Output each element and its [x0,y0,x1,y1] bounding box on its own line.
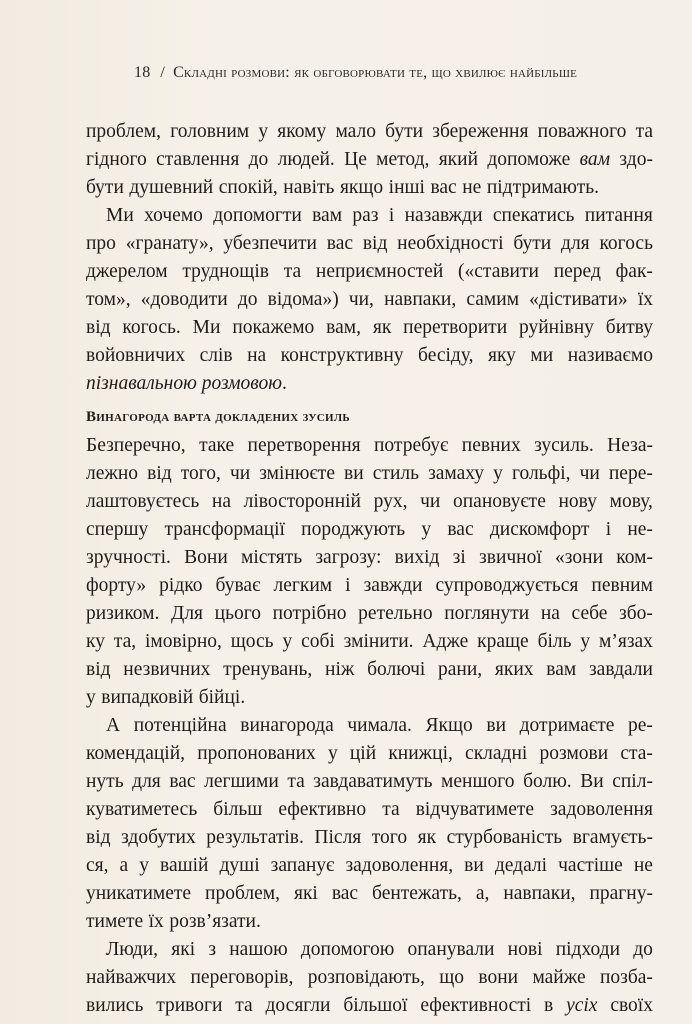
word: які [171,939,196,960]
word: стиль [372,463,420,484]
word: Неза- [607,435,653,456]
text-line [86,824,653,852]
word: «зони [555,547,604,568]
text-line [86,656,653,684]
word: не [462,177,482,198]
word: конструктивну [280,345,404,366]
word: нуть [86,771,124,792]
word: потрібно [272,603,347,624]
word: якщо [339,177,384,198]
word: проблем, [205,883,281,904]
text-line [86,118,653,146]
paragraph [86,202,653,398]
word: змінити. [343,631,414,652]
word: куватиметесь [86,799,198,820]
word: ви [344,463,364,484]
word: навіть [283,177,335,198]
word: відома») [267,289,339,310]
text-line [86,936,653,964]
word: Безперечно, [86,435,186,456]
word: поглянути [444,603,530,624]
paragraph [86,936,653,1020]
word: від [147,463,172,484]
word: вас [169,771,196,792]
word: того, [180,463,221,484]
word: проблем, [86,121,161,142]
word: труднощів [182,261,269,282]
word: людей. [277,149,335,170]
word: інші [388,177,425,198]
word: ніж [325,659,355,680]
word: і [388,205,395,226]
word: у [282,631,293,652]
word: не- [627,519,653,540]
word: книжці, [388,743,453,764]
text-line [86,516,653,544]
word: які [293,883,318,904]
word: опановуєте [453,491,546,512]
text-run: . [281,373,287,394]
word: рух, [373,491,408,512]
word: «доводити [140,289,228,310]
word: душі [219,855,260,876]
word: бесіду, [418,345,474,366]
word: у [327,743,338,764]
word: джерелом [86,261,168,282]
word: спекатись [492,205,575,226]
running-head [134,64,654,82]
text-line [86,908,653,936]
word: відчуватимете [415,799,535,820]
word: лівосторонній [243,491,361,512]
word: Ви [580,771,604,792]
word: до [237,289,258,310]
word: меншого [441,771,515,792]
word: когось [599,233,653,254]
word: та [382,799,400,820]
word: своїх [610,995,653,1016]
word: результатів. [206,827,304,848]
word: у [493,463,503,484]
word: бути [385,121,424,142]
emphasized-text: пізнавальною розмовою [86,373,282,394]
word: ре- [628,715,653,736]
word: тренувань, [223,659,313,680]
word: спершу [86,519,149,540]
word: допомогти [213,205,302,226]
word: нові [507,939,543,960]
word: і [605,519,612,540]
word: винагорода [240,715,334,736]
word: легшими [204,771,279,792]
word: спокій, [218,177,278,198]
word: та [235,995,253,1016]
word: вони [478,967,519,988]
word: на [247,345,267,366]
word: войовничих [86,345,186,366]
word: мову, [609,491,653,512]
text-line [86,572,653,600]
word: яких [494,659,534,680]
word: убезпечити [223,233,317,254]
word: досягли [265,995,331,1016]
word: ста- [620,743,653,764]
word: потребує [374,435,449,456]
word: збо- [619,603,653,624]
word: майже [532,967,586,988]
word: підтримають. [486,177,599,198]
text-line [86,146,653,174]
word: щось [230,631,274,652]
word: нашою [229,939,288,960]
word: стурбованість [446,827,563,848]
word: рани, [438,659,483,680]
text-line [86,992,653,1020]
word: на [211,491,232,512]
text-line [86,964,653,992]
word: ставлення [156,149,240,170]
word: перед [553,261,601,282]
word: краще [477,631,529,652]
word: цього [214,603,261,624]
word: певним [591,575,653,596]
running-head-title: Складні розмови: як обговорювати те, що хвилює найбільше [173,64,578,81]
word: собі [301,631,335,652]
text-line [86,740,653,768]
word: від [86,317,111,338]
word: збереження [432,121,529,142]
word: Ми [106,205,134,226]
word: Після [314,827,362,848]
word: замаху [428,463,485,484]
word: для [561,233,590,254]
word: трансформації [164,519,285,540]
page-number: 18 [134,64,151,81]
word: розмови [539,743,609,764]
text-line [86,286,653,314]
word: завжди [363,575,423,596]
word: необхідності [397,233,504,254]
paragraph [86,118,653,202]
word: фак- [615,261,653,282]
word: самим [466,289,520,310]
word: зручності. [86,547,171,568]
word: для [132,771,161,792]
word: більш [213,799,263,820]
word: чимала. [347,715,412,736]
word: Вони [184,547,228,568]
word: містять [241,547,303,568]
word: у [258,121,269,142]
word: з [208,939,217,960]
paragraph [86,712,653,936]
word: Якщо [425,715,473,736]
word: їх [637,289,653,310]
word: вас [447,519,474,540]
word: «гранату», [125,233,214,254]
word: Це [344,149,367,170]
word: допоможе [487,149,571,170]
word: чи, [348,289,374,310]
word: покажемо [232,317,315,338]
word: випадковій [101,687,194,708]
text-line [86,258,653,286]
word: ви [464,855,484,876]
word: складні [465,743,528,764]
word: незвичних [123,659,211,680]
word: перетворення [247,435,361,456]
word: форту» [86,575,147,596]
text-line [86,852,653,880]
word: руйнівну [519,317,594,338]
word: у [580,631,591,652]
word: породжують [301,519,406,540]
text-line [86,796,653,824]
word: ефективно [278,799,367,820]
word: А [106,715,121,736]
word: ви [486,715,507,736]
word: комендацій, [86,743,186,764]
text-line [86,544,653,572]
word: уникатимете [86,883,192,904]
word: спіл- [612,771,653,792]
word: «дістивати» [529,289,628,310]
word: звичної [479,547,542,568]
text-line [86,202,653,230]
word: як [372,317,392,338]
word: позба- [599,967,653,988]
word: імовірно, [144,631,222,652]
section-heading: Винагорода варта докладених зусиль [86,409,350,425]
paragraph [86,432,653,712]
word: рідко [159,575,203,596]
word: вас [326,233,354,254]
word: головним [170,121,250,142]
word: потенційна [133,715,227,736]
word: вас [430,177,457,198]
word: у [421,519,432,540]
word: гідного [86,149,147,170]
word: чи [229,463,251,484]
word: що [439,967,465,988]
text-line [86,314,653,342]
word: пере- [608,463,653,484]
word: бійці. [198,687,246,708]
word: ком- [616,547,653,568]
text-line [86,712,653,740]
word: тимете [86,911,144,932]
word: змінюєте [259,463,335,484]
word: до [248,149,269,170]
word: тривоги [156,995,223,1016]
word: підходи [555,939,621,960]
word: який [438,149,479,170]
word: дотримаєте [519,715,615,736]
word: вашій [160,855,209,876]
text-line [86,600,653,628]
emphasized-text: вам [579,149,611,170]
word: м’язах [599,631,653,652]
text-line [86,628,653,656]
text-line [86,460,653,488]
word: ретельно [358,603,433,624]
word: зі [452,547,466,568]
word: від [86,659,111,680]
word: біль [537,631,572,652]
word: бути [513,233,552,254]
word: завдаватимуть [313,771,433,792]
word: вились [86,995,144,1016]
word: як [417,827,437,848]
word: дискомфорт [489,519,590,540]
text-line [86,488,653,516]
word: цій [349,743,377,764]
word: Адже [422,631,469,652]
word: здо- [619,149,653,170]
word: а [119,855,129,876]
word: Для [171,603,204,624]
word: болючі [367,659,426,680]
running-head-separator: / [160,64,166,81]
word: метод, [376,149,430,170]
word: задоволення [550,799,653,820]
word: та [283,261,302,282]
text-line [86,230,653,258]
text-line [86,174,653,202]
text-line [86,432,653,460]
word: певних [461,435,521,456]
word: перетворити [403,317,508,338]
word: поважного [537,121,627,142]
word: яку [488,345,516,366]
word: супроводжується [435,575,579,596]
word: опанували [407,939,495,960]
word: назавжди [404,205,483,226]
word: ку [86,631,105,652]
word: нову [558,491,597,512]
word: лаштовуєтесь [86,491,200,512]
word: себе [571,603,608,624]
word: найважчих [86,967,177,988]
word: ми [530,345,554,366]
word: болю. [523,771,572,792]
word: битву [605,317,653,338]
word: неприємностей [315,261,444,282]
word: («ставити [458,261,539,282]
text-line [86,370,653,398]
text-line [86,880,653,908]
word: не [633,855,653,876]
word: того [371,827,408,848]
word: від [362,233,388,254]
word: завдали [588,659,653,680]
word: пропонованих [197,743,316,764]
word: вам [546,659,577,680]
word: загрозу: [315,547,382,568]
word: розповідають, [307,967,425,988]
word: їх [148,911,164,932]
word: хочемо [144,205,203,226]
word: частіше [558,855,623,876]
word: бути [86,177,124,198]
word: чи [579,463,600,484]
word: душевний [129,177,214,198]
word: до [633,939,653,960]
word: вгамуєть- [572,827,653,848]
word: питання [584,205,653,226]
text-line [86,684,653,712]
body-text [86,118,653,1020]
word: розв’язати. [169,911,261,932]
word: якому [277,121,327,142]
word: та [635,121,653,142]
word: більшої [343,995,408,1016]
word: ся, [86,855,109,876]
text-line [86,342,653,370]
word: таке [199,435,235,456]
word: у [86,687,96,708]
word: раз [352,205,379,226]
word: ризиком. [86,603,160,624]
word: а, [475,883,490,904]
word: запанує [270,855,335,876]
word: на [540,603,560,624]
word: та [287,771,305,792]
word: бентежать, [372,883,462,904]
word: буває [215,575,261,596]
word: у [139,855,149,876]
word: зусиль. [534,435,594,456]
word: навпаки, [384,289,457,310]
word: здобутих [121,827,196,848]
word: том», [86,289,131,310]
word: в [544,995,554,1016]
word: слів [199,345,233,366]
word: вас [331,883,359,904]
word: прагну- [589,883,653,904]
word: навпаки, [503,883,576,904]
word: дедалі [494,855,548,876]
text-line [86,768,653,796]
word: гольфі, [511,463,571,484]
word: та, [113,631,137,652]
word: переговорів, [190,967,294,988]
word: вихід [394,547,440,568]
word: задоволення, [345,855,454,876]
word: лежно [86,463,139,484]
word: Ми [192,317,221,338]
word: вам, [326,317,361,338]
word: легким [273,575,333,596]
word: ефективності [420,995,532,1016]
word: від [86,827,111,848]
word: когось. [122,317,181,338]
word: Люди, [106,939,159,960]
emphasized-text: усіх [566,995,598,1016]
word: чи [420,491,441,512]
word: мало [335,121,376,142]
word: вам [312,205,343,226]
word: називаємо [567,345,653,366]
word: про [86,233,116,254]
word: допомогою [300,939,395,960]
word: і [345,575,351,596]
